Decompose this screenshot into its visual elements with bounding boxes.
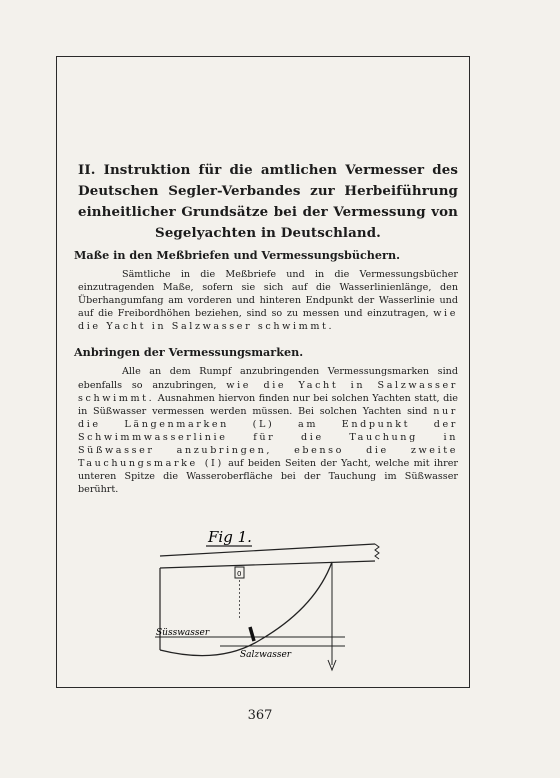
figure-caption: Fig 1. [208,528,252,546]
section-heading-masse: Maße in den Meßbriefen und Vermessungsbüchern. [74,248,400,262]
figure-hull-diagram [150,520,390,680]
hull-profile [160,562,332,656]
document-title: II. Instruktion für die amtlichen Vermesser des Deutschen Segler-Verbandes zur Herbeiführung einheitlicher Grundsätze bei der Vermessung von Segelyachten in Deutschland. [78,162,458,241]
label-saltwater: Salzwasser [240,650,292,660]
deck-line [160,544,379,568]
text-body [74,160,458,496]
svg-text:0: 0 [237,570,242,578]
paragraph-vermessungsmarken: Alle an dem Rumpf anzubringenden Vermessungsmarken sind ebenfalls so anzubringen, wie die Yacht in Salzwasser schwimmt. Ausnahmen hiervon finden nur bei solchen Yachten statt, die in Süßwasser vermessen werden müssen. Bei solchen Yachten sind nur die Längenmarken (L) am Endpunkt der Schwimmwasserlinie für die Tauchung in Süßwasser anzubringen, ebenso die zweite Tauchungsmarke (I) auf beiden Seiten der Yacht, welche mit ihrer unteren Spitze die Wasseroberfläche bei der Tauchung im Süßwasser berührt. [78,366,458,496]
section-heading-vermessungsmarken: Anbringen der Vermessungsmarken. [74,345,304,360]
paragraph-masse: Sämtliche in die Meßbriefe und in die Vermessungsbücher einzutragenden Maße, sofern sie sich auf die Wasserlinienlänge, den Überhangumfang am vorderen und hinteren Endpunkt der Wasserlinie und auf die Freibordhöhen beziehen, sind so zu messen und einzutragen, wie die Yacht in Salzwasser schwimmt. [78,269,458,333]
page-number: 367 [247,708,273,723]
laengenmarke-icon [250,627,254,641]
label-freshwater: Süsswasser [156,628,210,638]
